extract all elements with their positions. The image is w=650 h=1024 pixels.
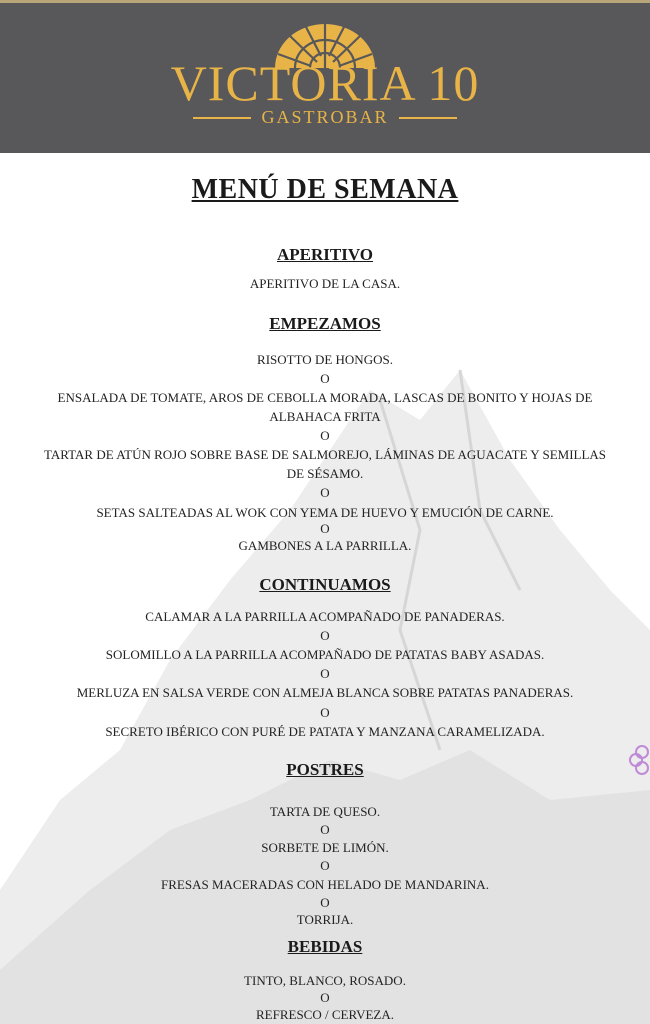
- section-heading-aperitivo: APERITIVO: [276, 245, 373, 264]
- menu-item: RISOTTO DE HONGOS.: [257, 352, 393, 367]
- menu-item: SECRETO IBÉRICO CON PURÉ DE PATATA Y MANZANA CARAMELIZADA.: [105, 724, 545, 739]
- menu-item: REFRESCO / CERVEZA.: [255, 1007, 394, 1022]
- menu-item: CALAMAR A LA PARRILLA ACOMPAÑADO DE PANADERAS.: [145, 609, 505, 624]
- separator: O: [320, 858, 330, 873]
- separator: O: [320, 485, 330, 500]
- menu-item: SETAS SALTEADAS AL WOK CON YEMA DE HUEVO Y EMUCIÓN DE CARNE.: [96, 505, 554, 520]
- separator: O: [320, 822, 330, 837]
- menu-item: TINTO, BLANCO, ROSADO.: [244, 973, 406, 988]
- separator: O: [320, 705, 330, 720]
- menu-item: GAMBONES A LA PARRILLA.: [238, 538, 412, 553]
- separator: O: [320, 428, 330, 443]
- brand-subtitle-row: [0, 107, 650, 128]
- menu-item: TORRIJA.: [296, 912, 354, 927]
- section-heading-empezamos: EMPEZAMOS: [269, 314, 381, 333]
- header-banner: [0, 0, 650, 153]
- menu-item: TARTA DE QUESO.: [269, 804, 381, 819]
- section-heading-postres: POSTRES: [286, 760, 364, 779]
- separator: O: [320, 628, 330, 643]
- menu-item: FRESAS MACERADAS CON HELADO DE MANDARINA.: [161, 877, 489, 892]
- divider: [399, 117, 457, 119]
- separator: O: [320, 521, 330, 536]
- menu-item: MERLUZA EN SALSA VERDE CON ALMEJA BLANCA SOBRE PATATAS PANADERAS.: [76, 685, 574, 700]
- divider: [193, 117, 251, 119]
- section-heading-bebidas: BEBIDAS: [287, 937, 363, 956]
- menu-item: DE SÉSAMO.: [286, 466, 364, 481]
- separator: O: [320, 990, 330, 1005]
- page-title: MENÚ DE SEMANA: [191, 174, 459, 205]
- menu-item: APERITIVO DE LA CASA.: [249, 276, 401, 291]
- menu-item: SOLOMILLO A LA PARRILLA ACOMPAÑADO DE PATATAS BABY ASADAS.: [105, 647, 545, 662]
- brand-name: VICTORIA 10: [170, 55, 480, 111]
- brand-subtitle: GASTROBAR: [261, 107, 389, 127]
- menu-item: ENSALADA DE TOMATE, AROS DE CEBOLLA MORADA, LASCAS DE BONITO Y HOJAS DE: [57, 390, 593, 405]
- separator: O: [320, 666, 330, 681]
- separator: O: [320, 895, 330, 910]
- menu-item: SORBETE DE LIMÓN.: [261, 840, 389, 855]
- menu-item: TARTAR DE ATÚN ROJO SOBRE BASE DE SALMOREJO, LÁMINAS DE AGUACATE Y SEMILLAS: [43, 447, 607, 462]
- section-heading-continuamos: CONTINUAMOS: [259, 575, 391, 594]
- menu-item: ALBAHACA FRITA: [269, 409, 381, 424]
- separator: O: [320, 371, 330, 386]
